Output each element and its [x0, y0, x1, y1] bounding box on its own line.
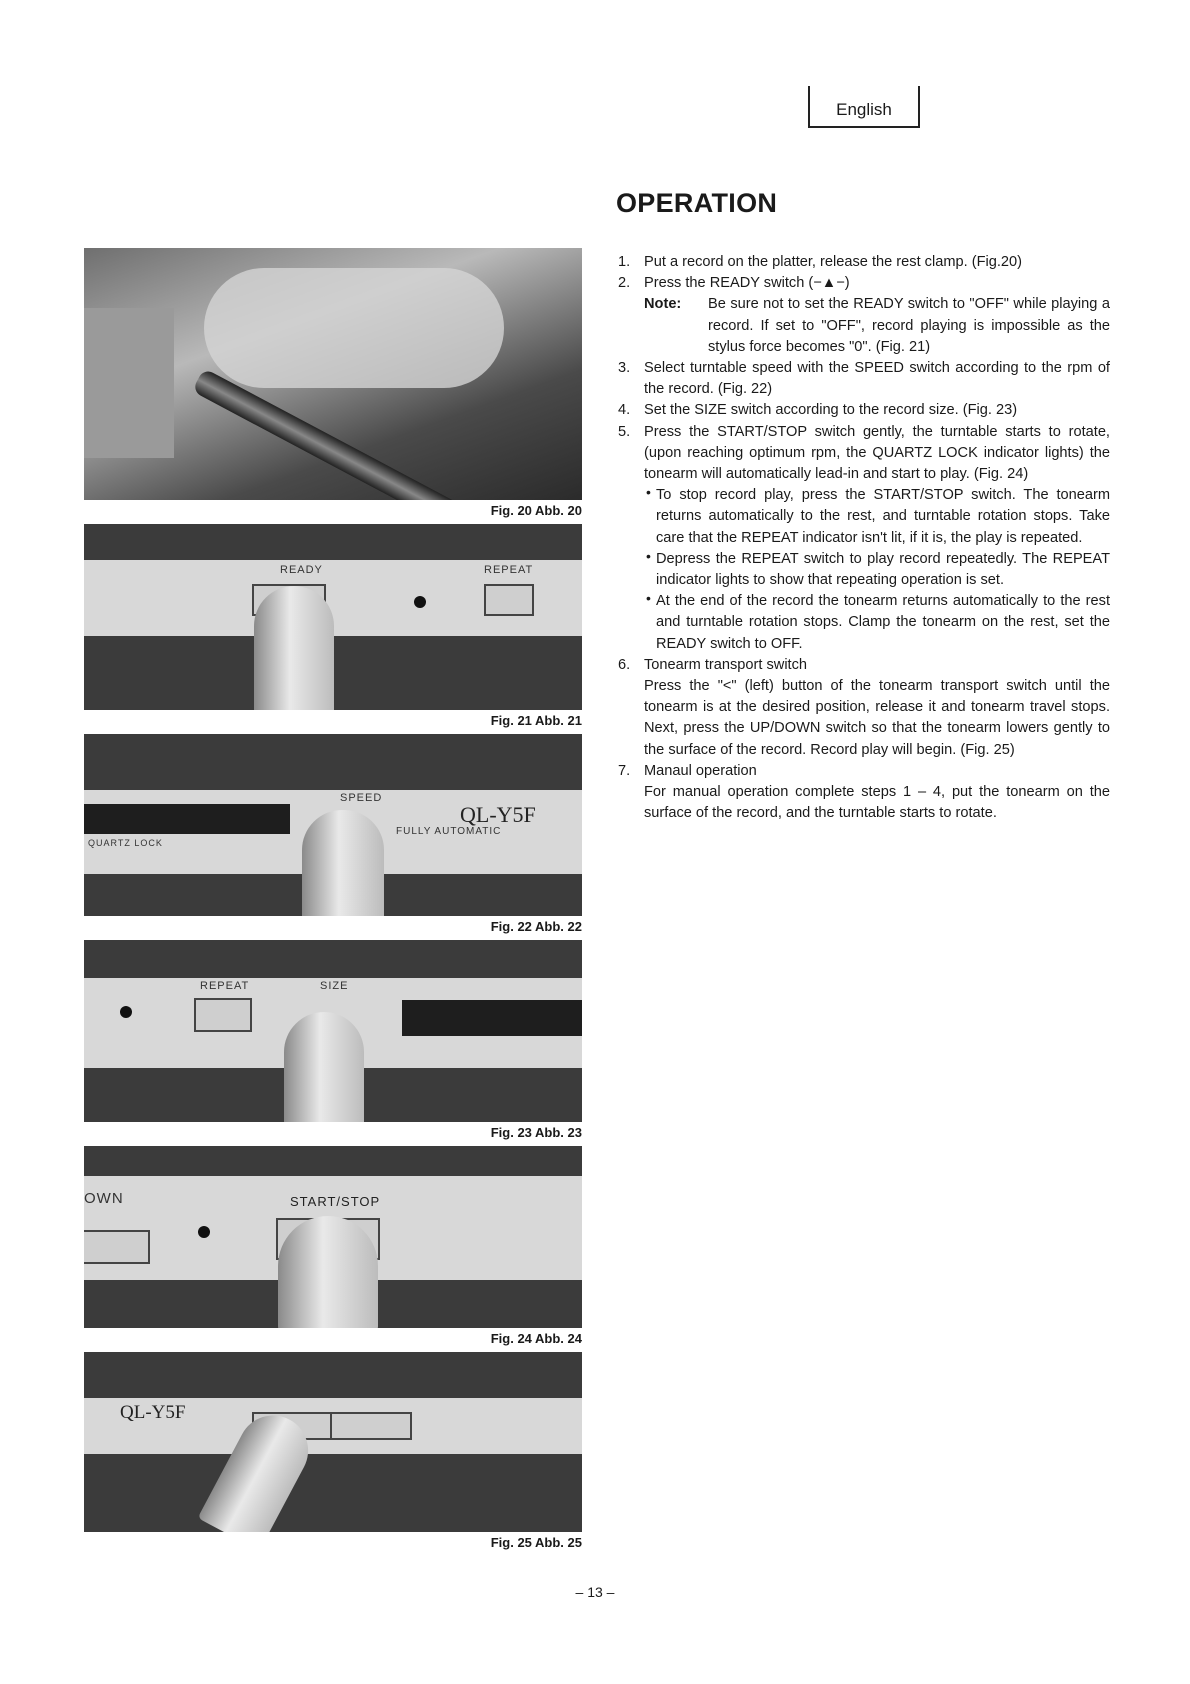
step-number: 1. — [618, 254, 631, 270]
step-number: 7. — [618, 762, 631, 779]
bullet-dot: • — [646, 590, 651, 607]
ready-label: READY — [280, 564, 323, 576]
figure-column — [84, 248, 582, 1556]
step-1 — [618, 252, 1110, 273]
repeat-label: REPEAT — [200, 980, 250, 992]
figure-25-photo — [84, 1352, 582, 1532]
step-2 — [618, 273, 1110, 358]
bullet-text: To stop record play, press the START/STOP switch. The tonearm returns automatically to the rest, and turntable rotation stops. Take care that the REPEAT indicator isn't lit, if it is, the play is repeated. — [656, 487, 1110, 546]
finger-shape — [284, 1012, 364, 1122]
figure-23-caption: Fig. 23 Abb. 23 — [490, 1125, 582, 1140]
figure-21-caption: Fig. 21 Abb. 21 — [490, 713, 582, 728]
step-text: Press the START/STOP switch gently, the turntable starts to rotate, (upon reaching optimum rpm, the QUARTZ LOCK indicator lights) the tonearm will automatically lead-in and start to play. (Fig. 24) — [644, 423, 1110, 483]
step-6 — [618, 655, 1110, 761]
fully-automatic-label: FULLY AUTOMATIC — [396, 826, 502, 837]
finger-shape — [278, 1216, 378, 1328]
bullet-dot: • — [646, 547, 651, 564]
repeat-switch — [484, 584, 534, 616]
step-7 — [618, 761, 1110, 825]
step-6-detail: Press the "<" (left) button of the tonearm transport switch until the tonearm is at the desired position, release it and tonearm travel stops. Next, press the UP/DOWN switch so that the tonearm lowers gently to the surface of the record. Record play will begin. (Fig. 25) — [644, 678, 1110, 758]
rest-clamp-shape — [84, 308, 174, 458]
step-7-detail: For manual operation complete steps 1 – 4, put the tonearm on the surface of the record, and the turntable starts to rotate. — [644, 784, 1110, 822]
indicator-led — [414, 596, 426, 608]
step-4 — [618, 400, 1110, 421]
figure-24-photo — [84, 1146, 582, 1328]
step-text: Set the SIZE switch according to the record size. (Fig. 23) — [644, 402, 1018, 419]
indicator-led — [198, 1226, 210, 1238]
step-text: Manaul operation — [644, 762, 757, 779]
repeat-switch — [194, 998, 252, 1032]
operation-steps — [618, 252, 1110, 824]
page-number: – 13 – — [575, 1584, 615, 1600]
figure-22-photo — [84, 734, 582, 916]
figure-24-caption: Fig. 24 Abb. 24 — [490, 1331, 582, 1346]
transport-right-switch — [330, 1412, 412, 1440]
bullet-dot: • — [646, 484, 651, 501]
page-title: OPERATION — [616, 188, 778, 218]
model-name: QL-Y5F — [460, 802, 536, 827]
bullet-item — [644, 591, 1110, 655]
note-label: Note: — [644, 296, 682, 313]
step-text: Select turntable speed with the SPEED switch according to the rpm of the record. (Fig. 22) — [644, 360, 1110, 398]
language-tab: English — [808, 86, 920, 128]
size-label: SIZE — [320, 980, 349, 992]
updown-switch — [84, 1230, 150, 1264]
finger-shape — [302, 810, 384, 916]
hand-shape — [204, 268, 504, 388]
quartz-lock-label: QUARTZ LOCK — [88, 838, 163, 848]
bullet-text: At the end of the record the tonearm returns automatically to the rest and turntable rotation stops. Clamp the tonearm on the rest, set the READY switch to OFF. — [656, 593, 1110, 652]
step-3 — [618, 358, 1110, 400]
speed-label: SPEED — [340, 792, 383, 804]
step-text: Tonearm transport switch — [644, 656, 808, 673]
start-stop-label: START/STOP — [290, 1194, 381, 1209]
step-text: Press the READY switch (−▲−) — [644, 275, 850, 292]
dark-strip — [84, 804, 290, 834]
figure-23-photo — [84, 940, 582, 1122]
indicator-led — [120, 1006, 132, 1018]
figure-25-caption: Fig. 25 Abb. 25 — [490, 1535, 582, 1550]
step-5 — [618, 422, 1110, 655]
step-number: 3. — [618, 360, 631, 377]
figure-21-photo — [84, 524, 582, 710]
note-text: Be sure not to set the READY switch to "OFF" while playing a record. If set to "OFF", record playing is impossible as the stylus force becomes "0". (Fig. 21) — [708, 296, 1110, 355]
figure-20-photo — [84, 248, 582, 500]
step-number: 4. — [618, 402, 631, 419]
dark-strip — [402, 1000, 582, 1036]
bullet-item — [644, 485, 1110, 549]
step-number: 2. — [618, 275, 631, 292]
step-number: 5. — [618, 423, 631, 440]
step-number: 6. — [618, 656, 631, 673]
model-name: QL-Y5F — [120, 1402, 186, 1423]
note — [644, 294, 1110, 358]
figure-20-caption: Fig. 20 Abb. 20 — [490, 503, 582, 518]
down-label: OWN — [84, 1190, 124, 1207]
finger-shape — [254, 586, 334, 710]
bullet-item — [644, 549, 1110, 591]
bullet-text: Depress the REPEAT switch to play record repeatedly. The REPEAT indicator lights to show that repeating operation is set. — [656, 550, 1110, 589]
repeat-label: REPEAT — [484, 564, 534, 576]
step-text: Put a record on the platter, release the rest clamp. (Fig.20) — [644, 254, 1023, 270]
figure-22-caption: Fig. 22 Abb. 22 — [490, 919, 582, 934]
